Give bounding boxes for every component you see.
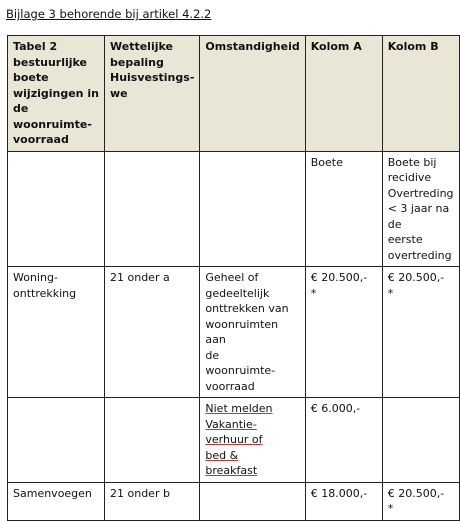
table-cell	[8, 398, 105, 483]
table-cell	[382, 398, 459, 483]
table-cell	[105, 151, 200, 267]
table-row	[8, 398, 460, 483]
table-row	[8, 267, 460, 398]
table-cell: Niet melden Vakantie- verhuur of bed & breakfast	[200, 398, 305, 483]
table-cell: € 20.500,- *	[305, 267, 382, 398]
table-cell	[200, 482, 305, 520]
table-cell: Boete bij recidive Overtreding < 3 jaar na de eerste overtreding	[382, 151, 459, 267]
table-cell	[105, 398, 200, 483]
table-cell: € 20.500,- *	[382, 267, 459, 398]
header-tabel: Tabel 2 bestuurlijke boete wijzigingen in de woonruimte- voorraad	[8, 36, 105, 152]
table-header-row	[8, 36, 460, 152]
header-wettelijke-bepaling: Wettelijke bepaling Huisvestings- we	[105, 36, 200, 152]
table-cell: Woning- onttrekking	[8, 267, 105, 398]
table-cell	[200, 151, 305, 267]
table-cell: 21 onder a	[105, 267, 200, 398]
boete-table	[7, 35, 460, 521]
header-kolom-a: Kolom A	[305, 36, 382, 152]
table-row	[8, 151, 460, 267]
header-omstandigheid: Omstandigheid	[200, 36, 305, 152]
table-row	[8, 482, 460, 520]
table-cell: Geheel of gedeeltelijk onttrekken van woonruimten aan de woonruimte- voorraad	[200, 267, 305, 398]
table-cell: € 6.000,-	[305, 398, 382, 483]
table-cell	[8, 151, 105, 267]
table-cell: 21 onder b	[105, 482, 200, 520]
table-cell: Boete	[305, 151, 382, 267]
table-cell: € 20.500,- *	[382, 482, 459, 520]
document-title: Bijlage 3 behorende bij artikel 4.2.2	[6, 7, 212, 21]
table-cell: Samenvoegen	[8, 482, 105, 520]
table-cell: € 18.000,-	[305, 482, 382, 520]
header-kolom-b: Kolom B	[382, 36, 459, 152]
